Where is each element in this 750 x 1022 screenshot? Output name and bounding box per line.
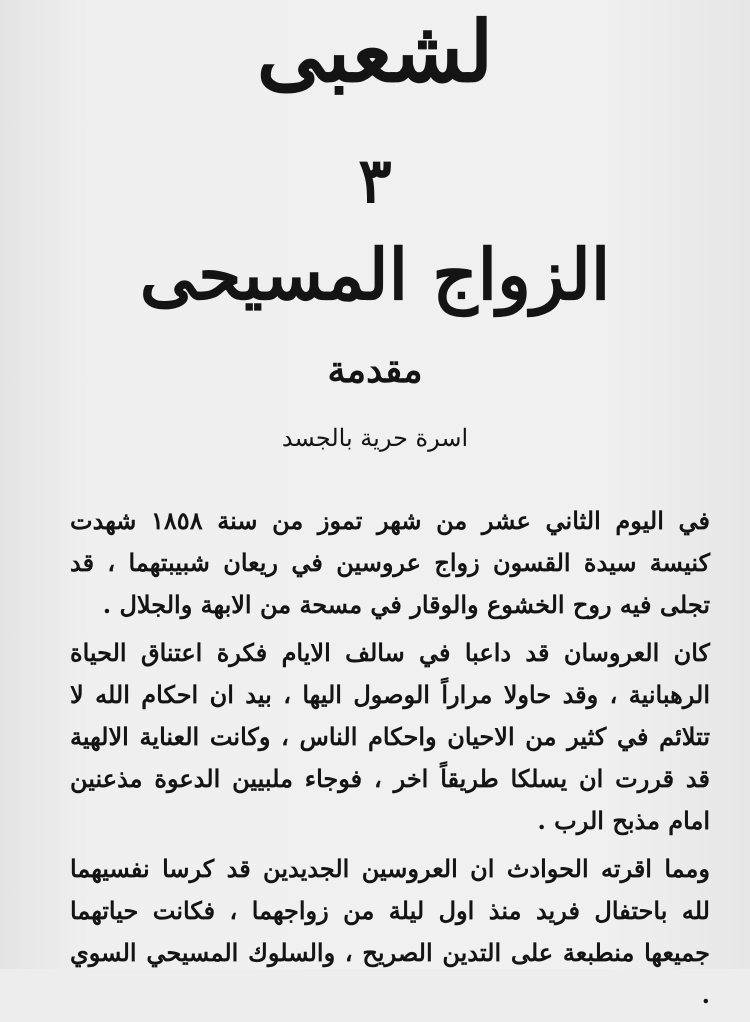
section-subheading: اسرة حرية بالجسد (281, 424, 469, 452)
chapter-number: ٣ (358, 144, 392, 217)
paragraph-1: في اليوم الثاني عشر من شهر تموز من سنة ١٨٥٨ شهدت كنيسة سيدة القسون زواج عروسين في ريعان شبيبتهما ، قد تجلى فيه روح الخشوع والوقار في مسحة من الابهة والجلال . (70, 506, 710, 619)
paragraph-3: ومما اقرته الحوادث ان العروسين الجديدين قد كرسا نفسيهما لله باحتفال فريد منذ اول ليلة من زواجهما ، فكانت حياتهما جميعها منطبعة على التدين الصريح ، والسلوك المسيحي السوي . (70, 854, 710, 1009)
series-title: لشعبى (256, 2, 494, 101)
body-text (70, 500, 710, 1022)
section-heading: مقدمة (327, 349, 423, 391)
paragraph-2: كان العروسان قد داعبا في سالف الايام فكرة اعتناق الحياة الرهبانية ، وقد حاولا مراراً الوصول اليها ، بيد ان احكام الله لا تتلائم في كثير من الاحيان واحكام الناس ، وكانت العناية الالهية قد قررت ان يسلكا طريقاً اخر ، فوجاء ملبيين الدعوة مذعنين امام مذبح الرب . (70, 638, 710, 835)
chapter-title: الزواج المسيحى (139, 233, 611, 316)
